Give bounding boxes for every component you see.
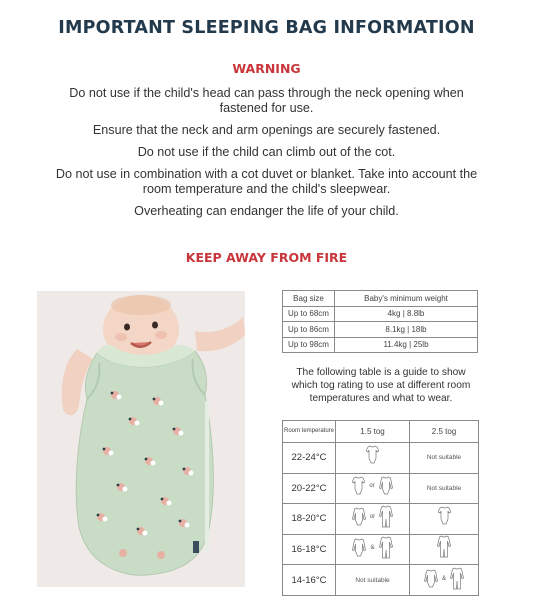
garment-cell [410, 534, 479, 565]
short-sleeve-bodysuit-icon [366, 445, 379, 465]
garment-group [437, 535, 451, 559]
long-sleeve-bodysuit-icon [352, 507, 366, 527]
not-suitable-cell: Not suitable [410, 473, 479, 504]
table-header-row [283, 291, 478, 307]
bag-size-table [282, 290, 478, 353]
garment-group [366, 445, 379, 465]
column-header: Bag size [283, 291, 335, 307]
garment-group [424, 567, 464, 591]
long-sleeve-bodysuit-icon [424, 569, 438, 589]
table-row [283, 337, 478, 353]
garment-group [438, 506, 451, 526]
warning-item: Do not use in combination with a cot duvet or blanket. Take into account the room temperature and the child's sleepwear. [55, 167, 478, 196]
warning-list [50, 86, 483, 226]
sleepsuit-icon [379, 505, 393, 529]
column-header: Room temperature [283, 421, 336, 443]
warning-heading: WARNING [232, 61, 301, 76]
temperature-cell: 18-20°C [283, 504, 336, 535]
not-suitable-cell: Not suitable [410, 443, 479, 474]
garment-group [352, 505, 393, 529]
column-header: Baby's minimum weight [335, 291, 478, 307]
sleepsuit-icon [450, 567, 464, 591]
garment-cell [336, 504, 410, 535]
sleepsuit-icon [379, 536, 393, 560]
garment-cell [336, 473, 410, 504]
table-row [283, 504, 479, 535]
tog-rating-table [282, 420, 479, 596]
table-row [283, 443, 479, 474]
sleepsuit-icon [437, 535, 451, 559]
table-row [283, 306, 478, 322]
table-row [283, 322, 478, 338]
temperature-cell: 22-24°C [283, 443, 336, 474]
garment-separator: & [370, 545, 375, 552]
garment-separator: & [441, 575, 446, 582]
table-header-row [283, 421, 479, 443]
short-sleeve-bodysuit-icon [352, 476, 365, 496]
short-sleeve-bodysuit-icon [438, 506, 451, 526]
long-sleeve-bodysuit-icon [379, 476, 393, 496]
warning-item: Do not use if the child can climb out of the cot. [137, 145, 396, 159]
table-cell: Up to 68cm [283, 306, 335, 322]
table-cell: Up to 86cm [283, 322, 335, 338]
tog-guide-text: The following table is a guide to show which tog rating to use at different room temperatures and what to wear. [291, 367, 471, 404]
garment-cell [336, 534, 410, 565]
garment-separator: or [369, 514, 376, 521]
warning-item: Do not use if the child's head can pass through the neck opening when fastened for use. [69, 86, 464, 115]
garment-group [352, 536, 392, 560]
long-sleeve-bodysuit-icon [352, 538, 366, 558]
warning-item: Overheating can endanger the life of your child. [134, 204, 399, 218]
garment-separator: or [369, 482, 375, 489]
baby-sleeping-bag-photo [37, 291, 245, 587]
table-row [283, 565, 479, 596]
table-cell: 11.4kg | 25lb [335, 337, 478, 353]
table-cell: 4kg | 8.8lb [335, 306, 478, 322]
column-header: 1.5 tog [336, 421, 410, 443]
garment-group [352, 476, 392, 496]
garment-cell [336, 443, 410, 474]
table-cell: 8.1kg | 18lb [335, 322, 478, 338]
table-cell: Up to 98cm [283, 337, 335, 353]
column-header: 2.5 tog [410, 421, 479, 443]
not-suitable-cell: Not suitable [336, 565, 410, 596]
table-row [283, 534, 479, 565]
fire-warning-heading: KEEP AWAY FROM FIRE [185, 250, 348, 265]
page-title: IMPORTANT SLEEPING BAG INFORMATION [58, 18, 475, 38]
garment-cell [410, 565, 479, 596]
temperature-cell: 20-22°C [283, 473, 336, 504]
warning-item: Ensure that the neck and arm openings are securely fastened. [92, 123, 441, 137]
baby-illustration [37, 291, 245, 587]
table-row [283, 473, 479, 504]
temperature-cell: 16-18°C [283, 534, 336, 565]
garment-cell [410, 504, 479, 535]
temperature-cell: 14-16°C [283, 565, 336, 596]
